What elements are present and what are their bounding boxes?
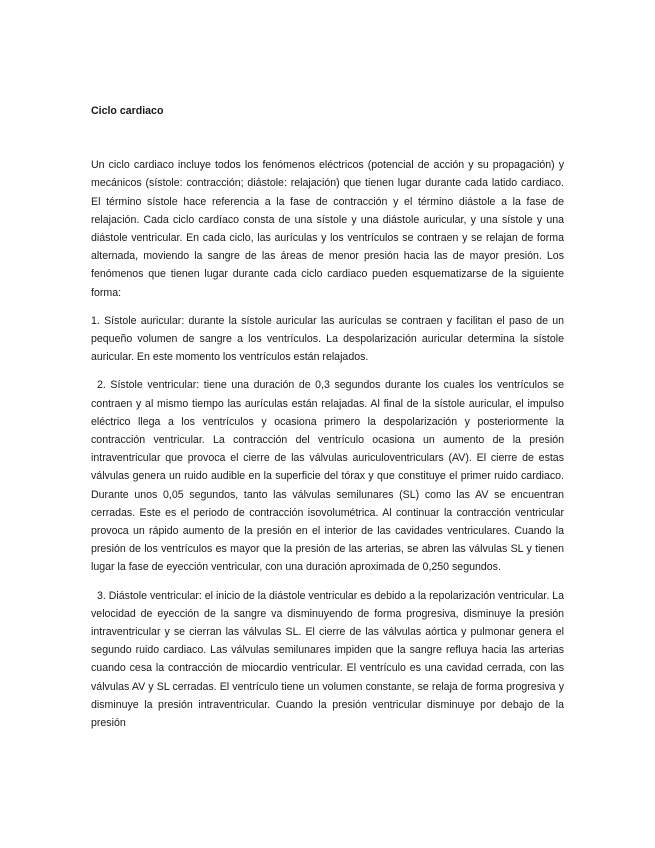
paragraph-intro: Un ciclo cardiaco incluye todos los fenómenos eléctricos (potencial de acción y su propagación) y mecánicos (sístole: contracción; diástole: relajación) que tienen lugar durante cada latido cardiaco. El término sístole hace referencia a la fase de contracción y el término diástole a la fase de relajación. Cada ciclo cardíaco consta de una sístole y una diástole auricular, y una sístole y una diástole ventricular. En cada ciclo, las aurículas y los ventrículos se contraen y se relajan de forma alternada, moviendo la sangre de las áreas de menor presión hacia las de mayor presión. Los fenómenos que tienen lugar durante cada ciclo cardiaco pueden esquematizarse de la siguiente forma:	[91, 159, 564, 299]
document-body	[91, 102, 564, 742]
paragraph-sistole-ventricular: 2. Sístole ventricular: tiene una duración de 0,3 segundos durante los cuales los ventrículos se contraen y al mismo tiempo las aurículas están relajadas. Al final de la sístole auricular, el impulso eléctrico llega a los ventrículos y ocasiona primero la despolarización y posteriormente la contracción ventricular. La contracción del ventrículo ocasiona un aumento de la presión intraventricular que provoca el cierre de las válvulas auriculoventriculars (AV). El cierre de estas válvulas genera un ruido audible en la superficie del tórax y que constituye el primer ruido cardiaco. Durante unos 0,05 segundos, tanto las válvulas semilunares (SL) como las AV se encuentran cerradas. Este es el periodo de contracción isovolumétrica. Al continuar la contracción ventricular provoca un rápido aumento de la presión en el interior de las cavidades ventriculares. Cuando la presión de los ventrículos es mayor que la presión de las arterias, se abren las válvulas SL y tienen lugar la fase de eyección ventricular, con una duración aproximada de 0,250 segundos.	[91, 379, 564, 574]
paragraph-sistole-auricular: 1. Sístole auricular: durante la sístole auricular las aurículas se contraen y facilitan el paso de un pequeño volumen de sangre a los ventrículos. La despolarización auricular determina la sístole auricular. En este momento los ventrículos están relajados.	[91, 314, 564, 364]
paragraph-diastole-ventricular: 3. Diástole ventricular: el inicio de la diástole ventricular es debido a la repolarización ventricular. La velocidad de eyección de la sangre va disminuyendo de forma progresiva, disminuye la presión intraventricular y se cierran las válvulas SL. El cierre de las válvulas aórtica y pulmonar genera el segundo ruido cardiaco. Las válvulas semilunares impiden que la sangre refluya hacia las arterias cuando cesa la contracción de miocardio ventricular. El ventrículo es una cavidad cerrada, con las válvulas AV y SL cerradas. El ventrículo tiene un volumen constante, se relaja de forma progresiva y disminuye la presión intraventricular. Cuando la presión ventricular disminuye por debajo de la presión	[91, 589, 564, 730]
document-title: Ciclo cardiaco	[91, 105, 164, 117]
